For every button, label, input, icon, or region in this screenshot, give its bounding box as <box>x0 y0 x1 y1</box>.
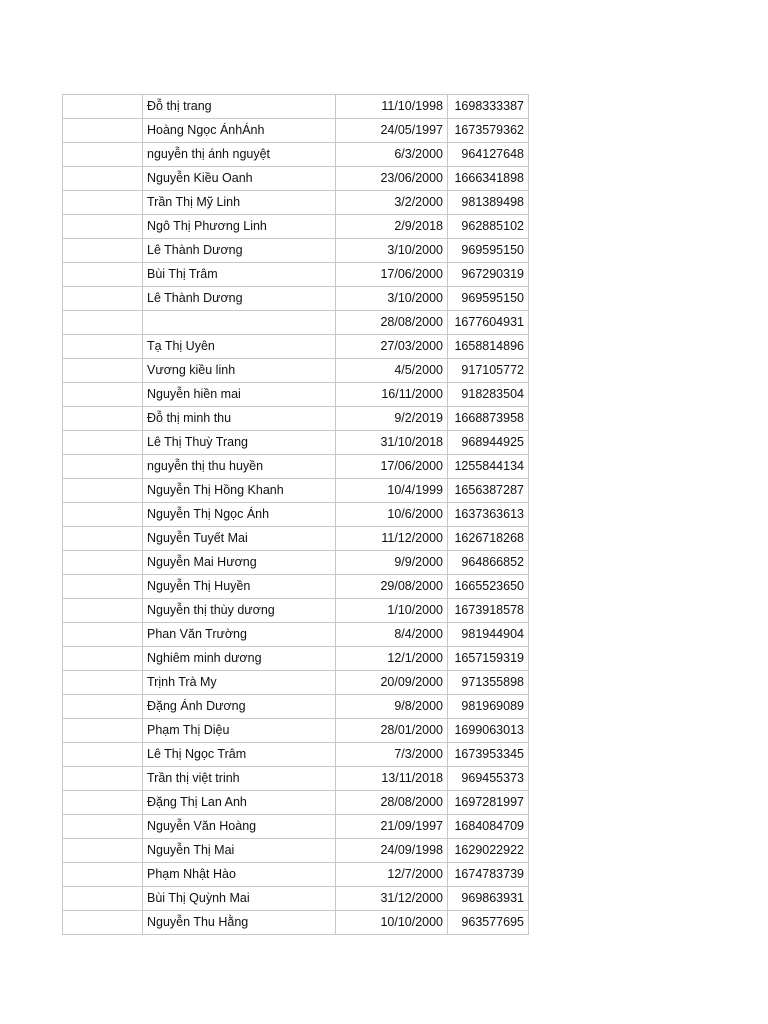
phone-cell: 1684084709 <box>448 815 529 839</box>
name-cell: Phạm Thị Diệu <box>143 719 336 743</box>
phone-cell: 1673579362 <box>448 119 529 143</box>
blank-cell <box>63 911 143 935</box>
name-cell: Hoàng Ngọc ÁnhÁnh <box>143 119 336 143</box>
phone-cell: 1699063013 <box>448 719 529 743</box>
table-row <box>63 719 529 743</box>
name-cell: Đặng Thị Lan Anh <box>143 791 336 815</box>
table-row <box>63 95 529 119</box>
name-cell: Nghiêm minh dương <box>143 647 336 671</box>
name-cell: Lê Thị Thuỳ Trang <box>143 431 336 455</box>
name-cell: Nguyễn Thị Huyền <box>143 575 336 599</box>
name-cell: Nguyễn thị thùy dương <box>143 599 336 623</box>
date-cell: 29/08/2000 <box>336 575 448 599</box>
name-cell: Trịnh Trà My <box>143 671 336 695</box>
table-row <box>63 743 529 767</box>
date-cell: 1/10/2000 <box>336 599 448 623</box>
name-cell: Nguyễn Thu Hằng <box>143 911 336 935</box>
date-cell: 10/6/2000 <box>336 503 448 527</box>
blank-cell <box>63 95 143 119</box>
phone-cell: 981389498 <box>448 191 529 215</box>
date-cell: 11/12/2000 <box>336 527 448 551</box>
name-cell: Nguyễn Thị Mai <box>143 839 336 863</box>
name-cell: Bùi Thị Quỳnh Mai <box>143 887 336 911</box>
blank-cell <box>63 383 143 407</box>
blank-cell <box>63 239 143 263</box>
name-cell: Trần thị việt trinh <box>143 767 336 791</box>
date-cell: 9/8/2000 <box>336 695 448 719</box>
phone-cell: 1656387287 <box>448 479 529 503</box>
name-cell: Đỗ thị trang <box>143 95 336 119</box>
name-cell: Lê Thị Ngọc Trâm <box>143 743 336 767</box>
date-cell: 3/10/2000 <box>336 239 448 263</box>
blank-cell <box>63 887 143 911</box>
table-row <box>63 143 529 167</box>
blank-cell <box>63 815 143 839</box>
date-cell: 28/08/2000 <box>336 791 448 815</box>
table-row <box>63 887 529 911</box>
blank-cell <box>63 479 143 503</box>
blank-cell <box>63 335 143 359</box>
date-cell: 6/3/2000 <box>336 143 448 167</box>
blank-cell <box>63 287 143 311</box>
date-cell: 31/10/2018 <box>336 431 448 455</box>
name-cell: Tạ Thị Uyên <box>143 335 336 359</box>
blank-cell <box>63 215 143 239</box>
date-cell: 13/11/2018 <box>336 767 448 791</box>
phone-cell: 917105772 <box>448 359 529 383</box>
table-row <box>63 623 529 647</box>
table-row <box>63 863 529 887</box>
blank-cell <box>63 311 143 335</box>
table-row <box>63 383 529 407</box>
table-row <box>63 695 529 719</box>
table-row <box>63 191 529 215</box>
table-row <box>63 575 529 599</box>
date-cell: 10/4/1999 <box>336 479 448 503</box>
date-cell: 9/9/2000 <box>336 551 448 575</box>
date-cell: 24/05/1997 <box>336 119 448 143</box>
blank-cell <box>63 599 143 623</box>
date-cell: 27/03/2000 <box>336 335 448 359</box>
table-body <box>63 95 529 935</box>
date-cell: 16/11/2000 <box>336 383 448 407</box>
phone-cell: 1698333387 <box>448 95 529 119</box>
date-cell: 28/01/2000 <box>336 719 448 743</box>
table-row <box>63 647 529 671</box>
name-cell: Lê Thành Dương <box>143 239 336 263</box>
date-cell: 20/09/2000 <box>336 671 448 695</box>
blank-cell <box>63 119 143 143</box>
blank-cell <box>63 455 143 479</box>
date-cell: 4/5/2000 <box>336 359 448 383</box>
phone-cell: 1674783739 <box>448 863 529 887</box>
blank-cell <box>63 503 143 527</box>
phone-cell: 1666341898 <box>448 167 529 191</box>
table-row <box>63 791 529 815</box>
phone-cell: 1626718268 <box>448 527 529 551</box>
name-cell: Nguyễn Văn Hoàng <box>143 815 336 839</box>
name-cell: Nguyễn Kiều Oanh <box>143 167 336 191</box>
blank-cell <box>63 839 143 863</box>
table-row <box>63 119 529 143</box>
table-row <box>63 263 529 287</box>
name-cell: Phan Văn Trường <box>143 623 336 647</box>
name-cell: Nguyễn hiền mai <box>143 383 336 407</box>
phone-cell: 1657159319 <box>448 647 529 671</box>
date-cell: 10/10/2000 <box>336 911 448 935</box>
phone-cell: 969455373 <box>448 767 529 791</box>
table-row <box>63 335 529 359</box>
date-cell: 2/9/2018 <box>336 215 448 239</box>
name-cell: Nguyễn Thị Ngọc Ánh <box>143 503 336 527</box>
date-cell: 17/06/2000 <box>336 455 448 479</box>
table-row <box>63 287 529 311</box>
blank-cell <box>63 671 143 695</box>
blank-cell <box>63 167 143 191</box>
phone-cell: 1629022922 <box>448 839 529 863</box>
blank-cell <box>63 863 143 887</box>
blank-cell <box>63 191 143 215</box>
date-cell: 9/2/2019 <box>336 407 448 431</box>
phone-cell: 1673953345 <box>448 743 529 767</box>
phone-cell: 1665523650 <box>448 575 529 599</box>
blank-cell <box>63 695 143 719</box>
date-cell: 28/08/2000 <box>336 311 448 335</box>
name-cell: nguyễn thị ánh nguyệt <box>143 143 336 167</box>
table-row <box>63 527 529 551</box>
phone-cell: 1677604931 <box>448 311 529 335</box>
table-row <box>63 551 529 575</box>
phone-cell: 962885102 <box>448 215 529 239</box>
table-row <box>63 503 529 527</box>
phone-cell: 1697281997 <box>448 791 529 815</box>
name-cell: Nguyễn Mai Hương <box>143 551 336 575</box>
date-cell: 21/09/1997 <box>336 815 448 839</box>
name-cell: Nguyễn Tuyết Mai <box>143 527 336 551</box>
name-cell: Trần Thị Mỹ Linh <box>143 191 336 215</box>
phone-cell: 968944925 <box>448 431 529 455</box>
date-cell: 24/09/1998 <box>336 839 448 863</box>
phone-cell: 969595150 <box>448 239 529 263</box>
phone-cell: 967290319 <box>448 263 529 287</box>
blank-cell <box>63 143 143 167</box>
name-cell <box>143 311 336 335</box>
phone-cell: 963577695 <box>448 911 529 935</box>
name-cell: Ngô Thị Phương Linh <box>143 215 336 239</box>
date-cell: 12/1/2000 <box>336 647 448 671</box>
phone-cell: 969863931 <box>448 887 529 911</box>
date-cell: 31/12/2000 <box>336 887 448 911</box>
phone-cell: 1668873958 <box>448 407 529 431</box>
phone-cell: 981944904 <box>448 623 529 647</box>
date-cell: 17/06/2000 <box>336 263 448 287</box>
name-cell: Lê Thành Dương <box>143 287 336 311</box>
table-row <box>63 215 529 239</box>
name-cell: Vương kiều linh <box>143 359 336 383</box>
table-row <box>63 599 529 623</box>
table-row <box>63 431 529 455</box>
blank-cell <box>63 527 143 551</box>
blank-cell <box>63 719 143 743</box>
blank-cell <box>63 743 143 767</box>
table-row <box>63 167 529 191</box>
blank-cell <box>63 551 143 575</box>
blank-cell <box>63 623 143 647</box>
phone-cell: 964866852 <box>448 551 529 575</box>
name-cell: Đỗ thị minh thu <box>143 407 336 431</box>
table-row <box>63 911 529 935</box>
blank-cell <box>63 575 143 599</box>
table-row <box>63 407 529 431</box>
name-cell: Nguyễn Thị Hồng Khanh <box>143 479 336 503</box>
phone-cell: 918283504 <box>448 383 529 407</box>
name-cell: Phạm Nhật Hào <box>143 863 336 887</box>
phone-cell: 971355898 <box>448 671 529 695</box>
phone-cell: 969595150 <box>448 287 529 311</box>
phone-cell: 964127648 <box>448 143 529 167</box>
phone-cell: 1673918578 <box>448 599 529 623</box>
table-row <box>63 455 529 479</box>
table-row <box>63 239 529 263</box>
table-row <box>63 815 529 839</box>
phone-cell: 1658814896 <box>448 335 529 359</box>
table-row <box>63 671 529 695</box>
data-table <box>62 94 529 935</box>
name-cell: Đặng Ánh Dương <box>143 695 336 719</box>
table-row <box>63 767 529 791</box>
phone-cell: 1255844134 <box>448 455 529 479</box>
table-row <box>63 839 529 863</box>
date-cell: 8/4/2000 <box>336 623 448 647</box>
date-cell: 23/06/2000 <box>336 167 448 191</box>
blank-cell <box>63 359 143 383</box>
blank-cell <box>63 767 143 791</box>
blank-cell <box>63 791 143 815</box>
phone-cell: 981969089 <box>448 695 529 719</box>
blank-cell <box>63 647 143 671</box>
name-cell: Bùi Thị Trâm <box>143 263 336 287</box>
blank-cell <box>63 263 143 287</box>
date-cell: 3/10/2000 <box>336 287 448 311</box>
table-row <box>63 359 529 383</box>
table-row <box>63 479 529 503</box>
date-cell: 7/3/2000 <box>336 743 448 767</box>
table-row <box>63 311 529 335</box>
date-cell: 12/7/2000 <box>336 863 448 887</box>
date-cell: 11/10/1998 <box>336 95 448 119</box>
blank-cell <box>63 431 143 455</box>
phone-cell: 1637363613 <box>448 503 529 527</box>
date-cell: 3/2/2000 <box>336 191 448 215</box>
blank-cell <box>63 407 143 431</box>
name-cell: nguyễn thị thu huyền <box>143 455 336 479</box>
